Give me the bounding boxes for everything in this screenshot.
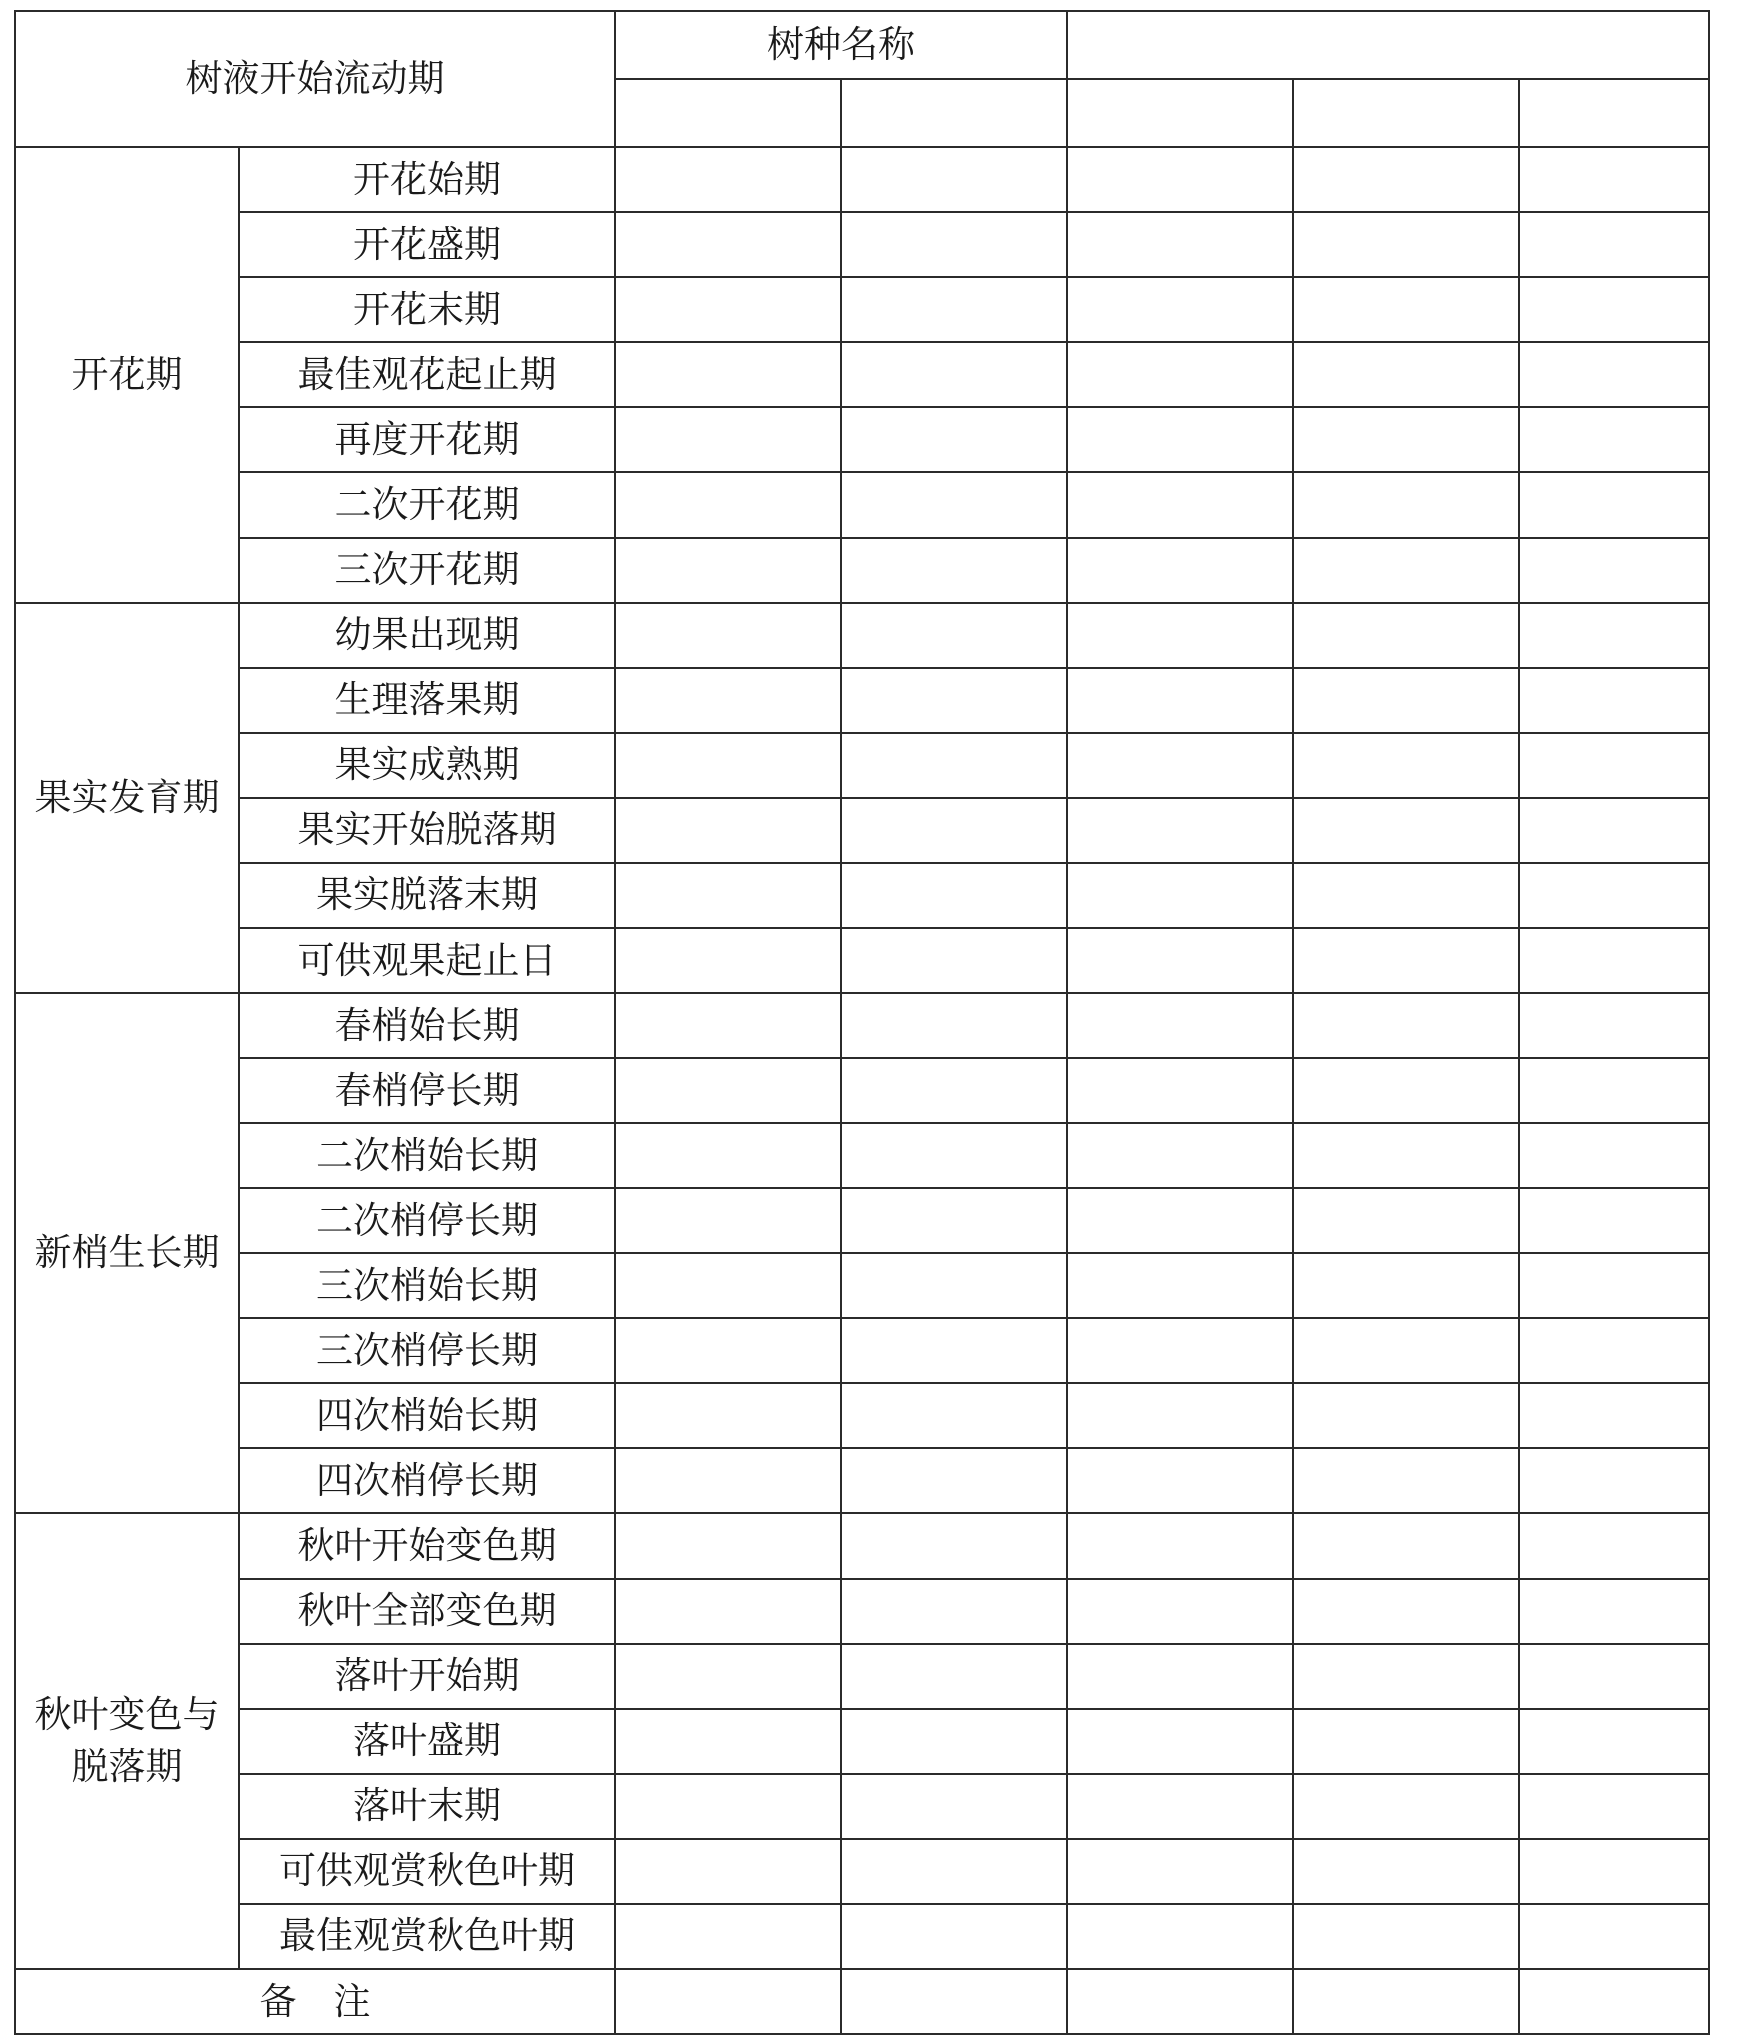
record-cell[interactable]: [1519, 1253, 1709, 1318]
stage-label: 开花盛期: [239, 212, 615, 277]
table-row: [15, 277, 1709, 342]
phase-group-label: [15, 1513, 239, 1968]
record-cell[interactable]: [1519, 1904, 1709, 1969]
stage-label: 二次开花期: [239, 472, 615, 537]
record-cell[interactable]: [1067, 472, 1293, 537]
record-cell[interactable]: [615, 863, 841, 928]
stage-label: 最佳观花起止期: [239, 342, 615, 407]
record-cell[interactable]: [1293, 1774, 1519, 1839]
phase-group-label-line: 开花期: [71, 352, 183, 396]
table-body: [15, 11, 1709, 2034]
record-cell[interactable]: [1519, 1579, 1709, 1644]
record-cell[interactable]: [1519, 342, 1709, 407]
record-cell[interactable]: [1293, 1383, 1519, 1448]
species-name-label: 树种名称: [615, 11, 1067, 79]
stage-label: 四次梢始长期: [239, 1383, 615, 1448]
stage-label: 春梢始长期: [239, 993, 615, 1058]
table-row: [15, 993, 1709, 1058]
table-row: [15, 1839, 1709, 1904]
record-cell[interactable]: [841, 277, 1067, 342]
remarks-cell[interactable]: [841, 1969, 1067, 2034]
table-row: [15, 863, 1709, 928]
record-cell[interactable]: [1067, 798, 1293, 863]
table-row: [15, 733, 1709, 798]
record-cell[interactable]: [1519, 147, 1709, 212]
phase-group-label-line: 新梢生长期: [34, 1231, 220, 1275]
phase-group-label-line: 果实发育期: [34, 775, 220, 819]
record-cell[interactable]: [1067, 147, 1293, 212]
record-cell[interactable]: [615, 993, 841, 1058]
record-cell[interactable]: [1067, 1644, 1293, 1709]
record-cell[interactable]: [1067, 928, 1293, 993]
record-cell[interactable]: [1293, 1253, 1519, 1318]
record-cell[interactable]: [615, 1318, 841, 1383]
phenology-record-table: [14, 10, 1710, 2035]
record-cell[interactable]: [1519, 928, 1709, 993]
record-cell[interactable]: [1293, 1904, 1519, 1969]
record-cell[interactable]: [1067, 1839, 1293, 1904]
table-row: [15, 1709, 1709, 1774]
record-cell[interactable]: [1293, 212, 1519, 277]
record-cell[interactable]: [1293, 1123, 1519, 1188]
record-cell[interactable]: [1519, 1839, 1709, 1904]
record-cell[interactable]: [615, 1513, 841, 1578]
record-cell[interactable]: [841, 1318, 1067, 1383]
record-cell[interactable]: [615, 733, 841, 798]
table-row: [15, 928, 1709, 993]
table-row: [15, 1383, 1709, 1448]
record-cell[interactable]: [841, 603, 1067, 668]
table-row: [15, 342, 1709, 407]
phase-group-label-line: 脱落期: [71, 1745, 183, 1789]
species-column-cell[interactable]: [615, 79, 841, 147]
record-cell[interactable]: [1293, 538, 1519, 603]
record-cell[interactable]: [615, 472, 841, 537]
species-name-field[interactable]: [1067, 11, 1709, 79]
record-cell[interactable]: [615, 538, 841, 603]
table-row: [15, 407, 1709, 472]
record-cell[interactable]: [1067, 1579, 1293, 1644]
stage-label: 秋叶开始变色期: [239, 1513, 615, 1578]
record-cell[interactable]: [1067, 212, 1293, 277]
record-cell[interactable]: [1067, 1448, 1293, 1513]
record-cell[interactable]: [1293, 277, 1519, 342]
record-cell[interactable]: [1067, 1774, 1293, 1839]
remarks-cell[interactable]: [1067, 1969, 1293, 2034]
record-cell[interactable]: [615, 1709, 841, 1774]
record-cell[interactable]: [615, 1579, 841, 1644]
record-cell[interactable]: [841, 1644, 1067, 1709]
record-cell[interactable]: [1293, 798, 1519, 863]
stage-label: 三次梢始长期: [239, 1253, 615, 1318]
table-row: [15, 538, 1709, 603]
record-cell[interactable]: [1293, 1513, 1519, 1578]
record-cell[interactable]: [1519, 1644, 1709, 1709]
record-cell[interactable]: [1293, 603, 1519, 668]
record-cell[interactable]: [1519, 472, 1709, 537]
stage-label: 落叶开始期: [239, 1644, 615, 1709]
record-cell[interactable]: [1519, 277, 1709, 342]
stage-label: 开花始期: [239, 147, 615, 212]
table-row: [15, 798, 1709, 863]
record-cell[interactable]: [1293, 928, 1519, 993]
record-cell[interactable]: [1293, 1318, 1519, 1383]
stage-label: 三次梢停长期: [239, 1318, 615, 1383]
remarks-label: 备 注: [15, 1969, 615, 2034]
record-cell[interactable]: [1293, 1188, 1519, 1253]
record-cell[interactable]: [1067, 1709, 1293, 1774]
record-cell[interactable]: [841, 1709, 1067, 1774]
record-cell[interactable]: [615, 668, 841, 733]
table-row: [15, 1904, 1709, 1969]
record-cell[interactable]: [1293, 863, 1519, 928]
stage-label: 开花末期: [239, 277, 615, 342]
remarks-cell[interactable]: [1293, 1969, 1519, 2034]
record-cell[interactable]: [615, 147, 841, 212]
table-row: [15, 1579, 1709, 1644]
record-cell[interactable]: [1293, 1448, 1519, 1513]
sap-flow-period-header: 树液开始流动期: [15, 11, 615, 147]
record-cell[interactable]: [841, 993, 1067, 1058]
stage-label: 可供观赏秋色叶期: [239, 1839, 615, 1904]
table-row: [15, 1448, 1709, 1513]
record-cell[interactable]: [1067, 407, 1293, 472]
remarks-cell[interactable]: [615, 1969, 841, 2034]
stage-label: 最佳观赏秋色叶期: [239, 1904, 615, 1969]
table-row: [15, 1513, 1709, 1578]
phase-group-label-line: 秋叶变色与: [34, 1693, 220, 1737]
record-cell[interactable]: [841, 668, 1067, 733]
record-cell[interactable]: [1067, 277, 1293, 342]
record-cell[interactable]: [1293, 1709, 1519, 1774]
record-cell[interactable]: [1067, 1383, 1293, 1448]
record-cell[interactable]: [1067, 733, 1293, 798]
record-cell[interactable]: [841, 147, 1067, 212]
record-cell[interactable]: [841, 472, 1067, 537]
record-cell[interactable]: [615, 1188, 841, 1253]
table-row: [15, 1253, 1709, 1318]
record-cell[interactable]: [841, 733, 1067, 798]
stage-label: 落叶末期: [239, 1774, 615, 1839]
record-cell[interactable]: [1067, 1904, 1293, 1969]
stage-label: 秋叶全部变色期: [239, 1579, 615, 1644]
record-cell[interactable]: [1519, 1123, 1709, 1188]
table-row: [15, 212, 1709, 277]
record-cell[interactable]: [1293, 342, 1519, 407]
stage-label: 可供观果起止日: [239, 928, 615, 993]
record-cell[interactable]: [615, 277, 841, 342]
record-cell[interactable]: [615, 1448, 841, 1513]
header-row-top: [15, 11, 1709, 79]
record-cell[interactable]: [841, 1904, 1067, 1969]
record-cell[interactable]: [1293, 668, 1519, 733]
table-row: [15, 1058, 1709, 1123]
phase-group-label: [15, 147, 239, 602]
table-row: [15, 1644, 1709, 1709]
record-cell[interactable]: [1067, 993, 1293, 1058]
record-cell[interactable]: [841, 798, 1067, 863]
record-cell[interactable]: [1519, 407, 1709, 472]
record-cell[interactable]: [841, 538, 1067, 603]
record-cell[interactable]: [1519, 1318, 1709, 1383]
record-cell[interactable]: [1519, 993, 1709, 1058]
record-cell[interactable]: [841, 1058, 1067, 1123]
record-cell[interactable]: [1519, 1383, 1709, 1448]
record-cell[interactable]: [1519, 1513, 1709, 1578]
table-row: [15, 472, 1709, 537]
record-cell[interactable]: [615, 1253, 841, 1318]
record-cell[interactable]: [1293, 147, 1519, 212]
record-cell[interactable]: [1067, 1123, 1293, 1188]
stage-label: 再度开花期: [239, 407, 615, 472]
record-cell[interactable]: [1519, 1709, 1709, 1774]
table-row: [15, 1774, 1709, 1839]
record-cell[interactable]: [841, 212, 1067, 277]
stage-label: 二次梢始长期: [239, 1123, 615, 1188]
stage-label: 果实开始脱落期: [239, 798, 615, 863]
record-cell[interactable]: [1519, 798, 1709, 863]
species-column-cell[interactable]: [1067, 79, 1293, 147]
record-cell[interactable]: [1293, 733, 1519, 798]
record-cell[interactable]: [841, 1774, 1067, 1839]
remarks-cell[interactable]: [1519, 1969, 1709, 2034]
species-column-cell[interactable]: [1293, 79, 1519, 147]
record-cell[interactable]: [615, 603, 841, 668]
record-cell[interactable]: [615, 1904, 841, 1969]
stage-label: 生理落果期: [239, 668, 615, 733]
record-cell[interactable]: [841, 1513, 1067, 1578]
stage-label: 幼果出现期: [239, 603, 615, 668]
record-cell[interactable]: [1067, 342, 1293, 407]
remarks-row: [15, 1969, 1709, 2034]
record-cell[interactable]: [841, 1383, 1067, 1448]
record-cell[interactable]: [615, 1058, 841, 1123]
record-cell[interactable]: [841, 342, 1067, 407]
record-cell[interactable]: [1293, 1644, 1519, 1709]
stage-label: 春梢停长期: [239, 1058, 615, 1123]
record-cell[interactable]: [1067, 1058, 1293, 1123]
stage-label: 二次梢停长期: [239, 1188, 615, 1253]
table-row: [15, 147, 1709, 212]
record-cell[interactable]: [841, 863, 1067, 928]
record-cell[interactable]: [1519, 1774, 1709, 1839]
record-cell[interactable]: [1067, 1318, 1293, 1383]
table-row: [15, 1318, 1709, 1383]
record-cell[interactable]: [1519, 863, 1709, 928]
record-cell[interactable]: [615, 928, 841, 993]
phase-group-label: [15, 993, 239, 1514]
record-cell[interactable]: [1519, 733, 1709, 798]
table-row: [15, 1188, 1709, 1253]
record-cell[interactable]: [1519, 603, 1709, 668]
table-row: [15, 668, 1709, 733]
record-cell[interactable]: [1293, 1839, 1519, 1904]
record-cell[interactable]: [1067, 668, 1293, 733]
species-column-cell[interactable]: [1519, 79, 1709, 147]
record-cell[interactable]: [615, 1644, 841, 1709]
phase-group-label: [15, 603, 239, 993]
record-cell[interactable]: [1067, 1188, 1293, 1253]
record-cell[interactable]: [615, 1123, 841, 1188]
record-cell[interactable]: [615, 1383, 841, 1448]
record-cell[interactable]: [1519, 1188, 1709, 1253]
stage-label: 四次梢停长期: [239, 1448, 615, 1513]
record-cell[interactable]: [841, 407, 1067, 472]
record-cell[interactable]: [841, 1123, 1067, 1188]
record-cell[interactable]: [1519, 212, 1709, 277]
record-cell[interactable]: [615, 1774, 841, 1839]
record-cell[interactable]: [1067, 603, 1293, 668]
record-cell[interactable]: [615, 212, 841, 277]
record-cell[interactable]: [841, 928, 1067, 993]
record-cell[interactable]: [1519, 1058, 1709, 1123]
stage-label: 三次开花期: [239, 538, 615, 603]
record-cell[interactable]: [1519, 538, 1709, 603]
record-cell[interactable]: [841, 1448, 1067, 1513]
species-column-cell[interactable]: [841, 79, 1067, 147]
record-cell[interactable]: [1519, 668, 1709, 733]
record-cell[interactable]: [1067, 1253, 1293, 1318]
record-cell[interactable]: [615, 798, 841, 863]
record-cell[interactable]: [841, 1579, 1067, 1644]
stage-label: 果实脱落末期: [239, 863, 615, 928]
record-cell[interactable]: [1293, 1058, 1519, 1123]
record-cell[interactable]: [1293, 993, 1519, 1058]
stage-label: 落叶盛期: [239, 1709, 615, 1774]
record-cell[interactable]: [615, 407, 841, 472]
stage-label: 果实成熟期: [239, 733, 615, 798]
record-cell[interactable]: [615, 1839, 841, 1904]
record-cell[interactable]: [1293, 472, 1519, 537]
record-cell[interactable]: [841, 1188, 1067, 1253]
record-cell[interactable]: [1519, 1448, 1709, 1513]
record-cell[interactable]: [841, 1839, 1067, 1904]
table-row: [15, 1123, 1709, 1188]
record-cell[interactable]: [1293, 1579, 1519, 1644]
record-cell[interactable]: [1067, 863, 1293, 928]
table-row: [15, 603, 1709, 668]
record-cell[interactable]: [615, 342, 841, 407]
record-cell[interactable]: [841, 1253, 1067, 1318]
record-cell[interactable]: [1293, 407, 1519, 472]
record-cell[interactable]: [1067, 538, 1293, 603]
record-cell[interactable]: [1067, 1513, 1293, 1578]
